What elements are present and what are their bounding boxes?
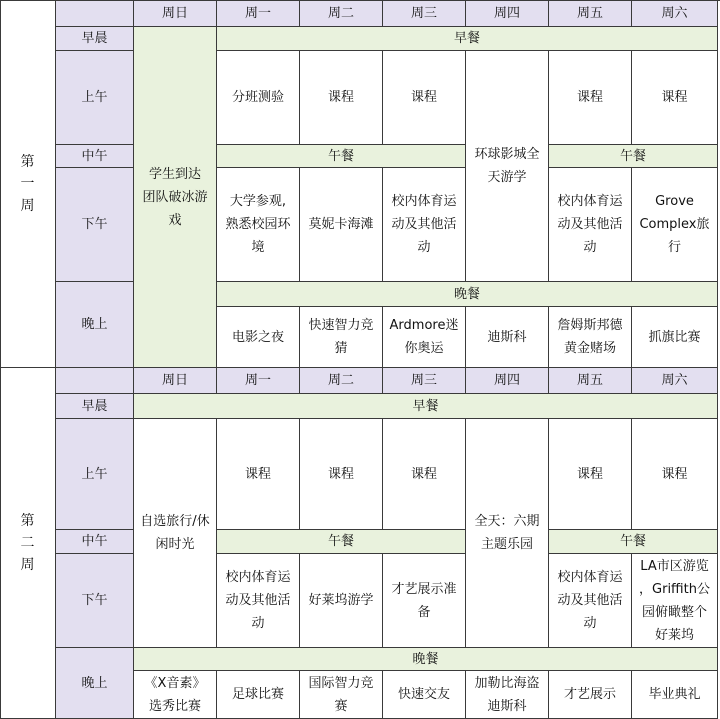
day-header-sat-text: 周六 [661, 5, 688, 21]
day-header-sat-text: 周六 [661, 373, 688, 388]
evening-wed [383, 671, 466, 719]
sunday-day-text: 自选旅行/休 闲时光 [140, 514, 210, 552]
thursday-all-day-text: 环球影城全 天游学 [474, 147, 540, 185]
slot-label-pm [56, 554, 134, 648]
am-mon [217, 419, 300, 530]
evening-tue-text: 快速智力竞 猜 [308, 318, 374, 356]
evening-fri-text: 詹姆斯邦德 黄金赌场 [557, 318, 623, 356]
pm-fri-text: 校内体育运 动及其他活 动 [557, 194, 623, 255]
evening-mon-text: 足球比赛 [231, 687, 284, 702]
dinner-row-text: 晚餐 [412, 651, 439, 667]
day-header-thu [466, 0, 549, 27]
sunday-all-day-text: 学生到达 团队破冰游 戏 [142, 166, 208, 228]
week-label-text: 第 一 周 [20, 153, 35, 214]
evening-tue-text: 国际智力竞 赛 [308, 675, 374, 714]
dinner-row [134, 648, 718, 671]
day-header-fri-text: 周五 [576, 373, 603, 388]
pm-sat [632, 168, 718, 282]
day-header-fri [549, 0, 632, 27]
evening-sat [632, 307, 718, 368]
pm-wed [383, 168, 466, 282]
am-tue-text: 课程 [327, 90, 354, 105]
dinner-row-text: 晚餐 [453, 286, 480, 302]
week-label [0, 368, 56, 719]
evening-mon [217, 671, 300, 719]
lunch-left [217, 145, 466, 168]
pm-sat-text: LA市区游览 ，Griffith公 园俯瞰整个 好莱坞 [639, 558, 710, 643]
am-tue [300, 419, 383, 530]
day-header-fri [549, 368, 632, 394]
lunch-right-text: 午餐 [619, 148, 646, 164]
slot-label-am [56, 51, 134, 145]
day-header-thu-text: 周四 [493, 373, 520, 388]
week-label-text: 第 二 周 [20, 513, 35, 573]
pm-tue-text: 莫妮卡海滩 [308, 217, 374, 232]
evening-sat-text: 抓旗比赛 [648, 329, 701, 345]
header-corner [56, 368, 134, 394]
evening-sat [632, 671, 718, 719]
evening-sun-text: 《X音素》 选秀比赛 [144, 675, 206, 714]
am-wed [383, 51, 466, 145]
slot-label-am-text: 上午 [81, 90, 108, 105]
slot-label-morning-text: 早晨 [81, 31, 108, 46]
pm-fri [549, 168, 632, 282]
day-header-mon [217, 0, 300, 27]
am-fri-text: 课程 [576, 466, 603, 482]
lunch-left [217, 530, 466, 554]
day-header-tue-text: 周二 [327, 5, 354, 21]
am-fri [549, 419, 632, 530]
evening-wed [383, 307, 466, 368]
slot-label-pm-text: 下午 [81, 217, 108, 232]
slot-label-morning-text: 早晨 [81, 398, 108, 414]
pm-sat [632, 554, 718, 648]
day-header-mon-text: 周一 [244, 5, 271, 21]
day-header-mon [217, 368, 300, 394]
pm-mon-text: 大学参观, 熟悉校园环 境 [225, 194, 291, 255]
am-tue [300, 51, 383, 145]
am-sat [632, 51, 718, 145]
lunch-left-text: 午餐 [327, 534, 354, 549]
evening-fri [549, 307, 632, 368]
am-sat-text: 课程 [661, 466, 688, 482]
am-mon-text: 课程 [244, 466, 271, 482]
am-sat [632, 419, 718, 530]
day-header-wed [383, 0, 466, 27]
slot-label-noon-text: 中午 [81, 534, 108, 549]
header-corner [56, 0, 134, 27]
pm-sat-text: Grove Complex旅 行 [639, 194, 710, 255]
slot-label-evening [56, 282, 134, 368]
day-header-sun [134, 0, 217, 27]
evening-wed-text: Ardmore迷 你奥运 [389, 318, 459, 356]
am-wed-text: 课程 [410, 466, 437, 482]
pm-fri-text: 校内体育运 动及其他活 动 [557, 570, 623, 631]
am-sat-text: 课程 [661, 90, 688, 105]
pm-mon [217, 168, 300, 282]
breakfast-row-text: 早餐 [412, 398, 439, 414]
evening-thu-text: 迪斯科 [487, 329, 527, 345]
breakfast-row [217, 27, 718, 51]
evening-fri-text: 才艺展示 [563, 687, 616, 702]
breakfast-row-text: 早餐 [453, 31, 480, 46]
am-fri [549, 51, 632, 145]
slot-label-pm [56, 168, 134, 282]
day-header-sat [632, 368, 718, 394]
slot-label-morning [56, 27, 134, 51]
slot-label-evening-text: 晚上 [81, 317, 108, 332]
lunch-left-text: 午餐 [327, 148, 354, 164]
am-mon [217, 51, 300, 145]
slot-label-evening [56, 648, 134, 719]
breakfast-row [134, 394, 718, 419]
day-header-wed [383, 368, 466, 394]
day-header-fri-text: 周五 [576, 5, 603, 21]
pm-wed-text: 才艺展示准 备 [391, 581, 457, 620]
pm-tue [300, 168, 383, 282]
thursday-all-day [466, 51, 549, 282]
slot-label-am-text: 上午 [81, 466, 108, 482]
lunch-right [549, 530, 718, 554]
evening-thu [466, 307, 549, 368]
pm-mon [217, 554, 300, 648]
pm-mon-text: 校内体育运 动及其他活 动 [225, 570, 291, 631]
day-header-wed-text: 周三 [410, 373, 437, 388]
pm-tue [300, 554, 383, 648]
day-header-wed-text: 周三 [410, 5, 437, 21]
am-mon-text: 分班测验 [231, 90, 284, 105]
evening-tue [300, 307, 383, 368]
am-tue-text: 课程 [327, 466, 354, 482]
slot-label-am [56, 419, 134, 530]
pm-fri [549, 554, 632, 648]
evening-sat-text: 毕业典礼 [648, 687, 701, 702]
evening-thu [466, 671, 549, 719]
slot-label-noon [56, 145, 134, 168]
week-label [0, 0, 56, 368]
day-header-tue-text: 周二 [327, 373, 354, 388]
slot-label-evening-text: 晚上 [81, 675, 108, 691]
evening-wed-text: 快速交友 [397, 687, 450, 702]
day-header-mon-text: 周一 [244, 373, 271, 388]
day-header-sun [134, 368, 217, 394]
am-fri-text: 课程 [576, 90, 603, 105]
lunch-right [549, 145, 718, 168]
pm-wed [383, 554, 466, 648]
lunch-right-text: 午餐 [619, 534, 646, 549]
day-header-tue [300, 0, 383, 27]
evening-mon-text: 电影之夜 [231, 329, 284, 345]
slot-label-noon-text: 中午 [81, 148, 108, 164]
am-wed [383, 419, 466, 530]
evening-tue [300, 671, 383, 719]
pm-wed-text: 校内体育运 动及其他活 动 [391, 194, 457, 255]
day-header-sun-text: 周日 [161, 5, 188, 21]
day-header-thu [466, 368, 549, 394]
evening-thu-text: 加勒比海盗 迪斯科 [474, 675, 540, 714]
slot-label-morning [56, 394, 134, 419]
evening-mon [217, 307, 300, 368]
thursday-all-day-text: 全天：六期 主题乐园 [474, 514, 540, 552]
slot-label-pm-text: 下午 [81, 593, 108, 608]
thursday-all-day [466, 419, 549, 648]
day-header-tue [300, 368, 383, 394]
slot-label-noon [56, 530, 134, 554]
day-header-sun-text: 周日 [161, 373, 188, 388]
day-header-sat [632, 0, 718, 27]
dinner-row [217, 282, 718, 307]
sunday-all-day [134, 27, 217, 368]
table-left-border [0, 0, 1, 719]
pm-tue-text: 好莱坞游学 [308, 593, 374, 608]
sunday-day [134, 419, 217, 648]
day-header-thu-text: 周四 [493, 5, 520, 21]
evening-fri [549, 671, 632, 719]
am-wed-text: 课程 [410, 90, 437, 105]
evening-sun [134, 671, 217, 719]
table-top-border [0, 0, 720, 1]
